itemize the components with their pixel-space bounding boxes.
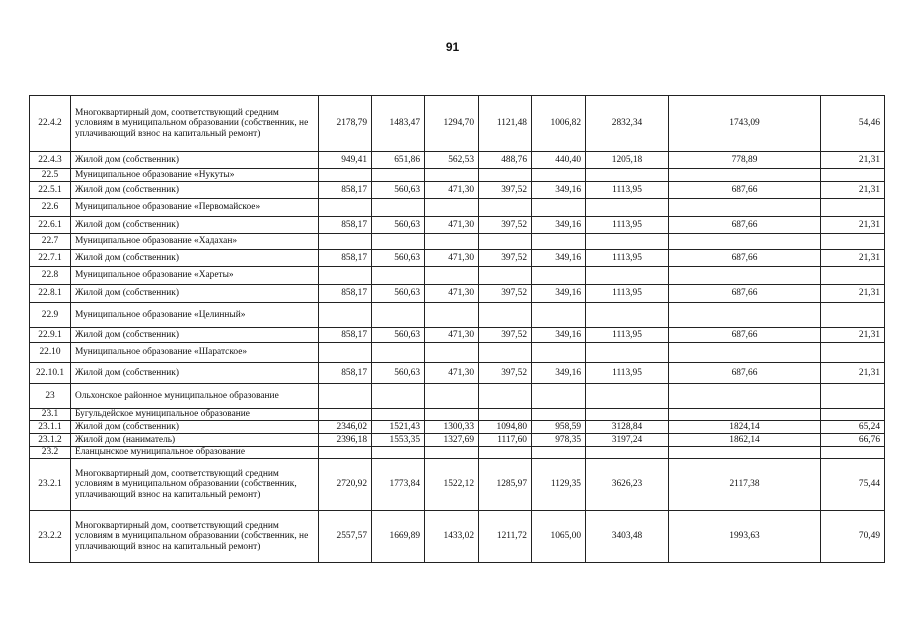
value-cell (372, 409, 425, 421)
value-cell (319, 267, 372, 285)
value-cell (821, 384, 885, 409)
table-row (30, 434, 885, 447)
value-cell (319, 343, 372, 363)
value-cell (532, 234, 586, 250)
value-cell: 54,46 (821, 96, 885, 152)
value-cell (821, 343, 885, 363)
table-row (30, 328, 885, 343)
value-cell: 1862,14 (669, 434, 821, 447)
value-cell: 21,31 (821, 285, 885, 303)
table-row (30, 447, 885, 459)
value-cell: 471,30 (425, 182, 479, 199)
value-cell: 397,52 (479, 285, 532, 303)
value-cell (425, 409, 479, 421)
row-code: 22.9 (30, 303, 71, 328)
value-cell: 949,41 (319, 152, 372, 169)
value-cell: 858,17 (319, 217, 372, 234)
row-name: Муниципальное образование «Хадахан» (71, 234, 319, 250)
value-cell (586, 384, 669, 409)
value-cell (479, 199, 532, 217)
value-cell: 1824,14 (669, 421, 821, 434)
value-cell (669, 409, 821, 421)
value-cell (479, 169, 532, 182)
value-cell: 1285,97 (479, 459, 532, 511)
row-code: 22.6 (30, 199, 71, 217)
row-code: 22.8.1 (30, 285, 71, 303)
value-cell (669, 169, 821, 182)
value-cell (372, 447, 425, 459)
value-cell: 1669,89 (372, 511, 425, 563)
value-cell: 349,16 (532, 285, 586, 303)
value-cell (319, 169, 372, 182)
value-cell (425, 303, 479, 328)
value-cell (532, 199, 586, 217)
value-cell: 687,66 (669, 285, 821, 303)
table-row (30, 182, 885, 199)
value-cell: 858,17 (319, 285, 372, 303)
row-name: Жилой дом (наниматель) (71, 434, 319, 447)
value-cell: 21,31 (821, 182, 885, 199)
value-cell (425, 234, 479, 250)
value-cell: 1522,12 (425, 459, 479, 511)
value-cell: 778,89 (669, 152, 821, 169)
value-cell (425, 267, 479, 285)
value-cell: 2720,92 (319, 459, 372, 511)
value-cell (586, 267, 669, 285)
row-name: Многоквартирный дом, соответствующий средним условиям в муниципальном образовании (собственник, не уплачивающий взнос на капитальный ремонт) (71, 96, 319, 152)
value-cell: 21,31 (821, 328, 885, 343)
row-code: 22.8 (30, 267, 71, 285)
table-row (30, 409, 885, 421)
value-cell: 21,31 (821, 217, 885, 234)
row-code: 23.1 (30, 409, 71, 421)
value-cell: 1294,70 (425, 96, 479, 152)
value-cell: 858,17 (319, 250, 372, 267)
row-code: 22.4.3 (30, 152, 71, 169)
value-cell: 21,31 (821, 152, 885, 169)
row-name: Муниципальное образование «Шаратское» (71, 343, 319, 363)
row-code: 22.10.1 (30, 363, 71, 384)
value-cell: 1521,43 (372, 421, 425, 434)
value-cell (425, 169, 479, 182)
value-cell: 1327,69 (425, 434, 479, 447)
row-name: Муниципальное образование «Нукуты» (71, 169, 319, 182)
value-cell: 1113,95 (586, 328, 669, 343)
table-row (30, 169, 885, 182)
table-row (30, 217, 885, 234)
value-cell (586, 169, 669, 182)
row-code: 22.6.1 (30, 217, 71, 234)
row-code: 22.9.1 (30, 328, 71, 343)
value-cell: 1211,72 (479, 511, 532, 563)
row-code: 22.7.1 (30, 250, 71, 267)
value-cell (372, 343, 425, 363)
value-cell (821, 199, 885, 217)
value-cell: 1205,18 (586, 152, 669, 169)
row-code: 23.1.2 (30, 434, 71, 447)
value-cell: 1006,82 (532, 96, 586, 152)
value-cell: 1483,47 (372, 96, 425, 152)
value-cell: 3626,23 (586, 459, 669, 511)
value-cell: 397,52 (479, 328, 532, 343)
value-cell: 560,63 (372, 217, 425, 234)
table-row (30, 459, 885, 511)
value-cell: 397,52 (479, 363, 532, 384)
value-cell: 1113,95 (586, 250, 669, 267)
value-cell (372, 267, 425, 285)
value-cell: 2396,18 (319, 434, 372, 447)
value-cell (532, 409, 586, 421)
value-cell: 397,52 (479, 182, 532, 199)
row-code: 23 (30, 384, 71, 409)
page-number: 91 (445, 40, 460, 54)
value-cell (319, 199, 372, 217)
value-cell (532, 267, 586, 285)
value-cell: 560,63 (372, 328, 425, 343)
row-name: Жилой дом (собственник) (71, 182, 319, 199)
value-cell (669, 447, 821, 459)
value-cell: 687,66 (669, 182, 821, 199)
value-cell: 1113,95 (586, 285, 669, 303)
value-cell: 687,66 (669, 250, 821, 267)
table-row (30, 384, 885, 409)
value-cell: 471,30 (425, 217, 479, 234)
value-cell: 397,52 (479, 217, 532, 234)
table-row (30, 285, 885, 303)
value-cell (669, 234, 821, 250)
value-cell (479, 409, 532, 421)
row-code: 22.5 (30, 169, 71, 182)
value-cell (821, 169, 885, 182)
value-cell (425, 199, 479, 217)
value-cell: 1129,35 (532, 459, 586, 511)
value-cell (821, 447, 885, 459)
value-cell: 2178,79 (319, 96, 372, 152)
value-cell (586, 234, 669, 250)
table-body (30, 96, 885, 563)
value-cell: 349,16 (532, 328, 586, 343)
value-cell: 471,30 (425, 363, 479, 384)
row-name: Муниципальное образование «Хареты» (71, 267, 319, 285)
value-cell (532, 384, 586, 409)
value-cell (319, 234, 372, 250)
table-row (30, 267, 885, 285)
value-cell: 3403,48 (586, 511, 669, 563)
value-cell (821, 267, 885, 285)
value-cell (372, 199, 425, 217)
value-cell: 958,59 (532, 421, 586, 434)
value-cell (532, 169, 586, 182)
value-cell (372, 384, 425, 409)
value-cell: 1121,48 (479, 96, 532, 152)
value-cell (586, 409, 669, 421)
value-cell (821, 234, 885, 250)
table-row (30, 250, 885, 267)
table-row (30, 152, 885, 169)
value-cell: 1094,80 (479, 421, 532, 434)
value-cell: 560,63 (372, 182, 425, 199)
value-cell: 978,35 (532, 434, 586, 447)
value-cell: 349,16 (532, 250, 586, 267)
value-cell (479, 343, 532, 363)
value-cell: 1993,63 (669, 511, 821, 563)
value-cell (669, 384, 821, 409)
value-cell (532, 343, 586, 363)
value-cell (319, 384, 372, 409)
row-code: 23.1.1 (30, 421, 71, 434)
table-row (30, 96, 885, 152)
value-cell: 1743,09 (669, 96, 821, 152)
row-name: Многоквартирный дом, соответствующий средним условиям в муниципальном образовании (собственник, уплачивающий взнос на капитальный ремонт) (71, 459, 319, 511)
value-cell: 488,76 (479, 152, 532, 169)
value-cell (669, 267, 821, 285)
value-cell: 858,17 (319, 328, 372, 343)
row-name: Жилой дом (собственник) (71, 421, 319, 434)
row-name: Жилой дом (собственник) (71, 217, 319, 234)
value-cell: 858,17 (319, 182, 372, 199)
row-name: Муниципальное образование «Первомайское» (71, 199, 319, 217)
value-cell: 560,63 (372, 285, 425, 303)
value-cell: 66,76 (821, 434, 885, 447)
value-cell: 1113,95 (586, 182, 669, 199)
table-row (30, 234, 885, 250)
value-cell (319, 409, 372, 421)
value-cell: 687,66 (669, 363, 821, 384)
value-cell (479, 384, 532, 409)
value-cell (479, 234, 532, 250)
table-row (30, 511, 885, 563)
value-cell: 651,86 (372, 152, 425, 169)
table-row (30, 343, 885, 363)
row-name: Жилой дом (собственник) (71, 285, 319, 303)
row-code: 22.4.2 (30, 96, 71, 152)
value-cell (319, 447, 372, 459)
table-row (30, 421, 885, 434)
tariff-table (29, 95, 885, 563)
value-cell: 1773,84 (372, 459, 425, 511)
row-name: Ольхонское районное муниципальное образование (71, 384, 319, 409)
row-name: Жилой дом (собственник) (71, 250, 319, 267)
value-cell: 70,49 (821, 511, 885, 563)
value-cell (319, 303, 372, 328)
row-code: 22.10 (30, 343, 71, 363)
value-cell: 65,24 (821, 421, 885, 434)
value-cell: 560,63 (372, 250, 425, 267)
value-cell: 471,30 (425, 328, 479, 343)
value-cell (479, 447, 532, 459)
value-cell: 1553,35 (372, 434, 425, 447)
value-cell: 397,52 (479, 250, 532, 267)
value-cell (479, 303, 532, 328)
row-name: Жилой дом (собственник) (71, 363, 319, 384)
row-name: Жилой дом (собственник) (71, 328, 319, 343)
row-code: 23.2.1 (30, 459, 71, 511)
value-cell: 349,16 (532, 363, 586, 384)
value-cell (425, 384, 479, 409)
value-cell (532, 447, 586, 459)
row-code: 22.5.1 (30, 182, 71, 199)
value-cell (372, 169, 425, 182)
value-cell (669, 199, 821, 217)
value-cell: 21,31 (821, 250, 885, 267)
value-cell: 1113,95 (586, 217, 669, 234)
value-cell (425, 343, 479, 363)
value-cell: 1433,02 (425, 511, 479, 563)
value-cell: 75,44 (821, 459, 885, 511)
value-cell: 349,16 (532, 182, 586, 199)
value-cell: 440,40 (532, 152, 586, 169)
value-cell: 21,31 (821, 363, 885, 384)
value-cell: 3128,84 (586, 421, 669, 434)
row-name: Многоквартирный дом, соответствующий средним условиям в муниципальном образовании (собственник, не уплачивающий взнос на капитальный ремонт) (71, 511, 319, 563)
value-cell (586, 447, 669, 459)
value-cell (425, 447, 479, 459)
value-cell: 560,63 (372, 363, 425, 384)
value-cell: 2117,38 (669, 459, 821, 511)
row-name: Жилой дом (собственник) (71, 152, 319, 169)
value-cell (479, 267, 532, 285)
value-cell (586, 343, 669, 363)
table-row (30, 363, 885, 384)
value-cell (372, 303, 425, 328)
row-name: Муниципальное образование «Целинный» (71, 303, 319, 328)
value-cell: 3197,24 (586, 434, 669, 447)
value-cell (586, 303, 669, 328)
value-cell: 1117,60 (479, 434, 532, 447)
value-cell (669, 343, 821, 363)
value-cell (821, 303, 885, 328)
row-name: Бугульдейское муниципальное образование (71, 409, 319, 421)
value-cell: 562,53 (425, 152, 479, 169)
value-cell: 2346,02 (319, 421, 372, 434)
row-name: Еланцынское муниципальное образование (71, 447, 319, 459)
value-cell: 687,66 (669, 328, 821, 343)
value-cell (372, 234, 425, 250)
row-code: 23.2 (30, 447, 71, 459)
row-code: 22.7 (30, 234, 71, 250)
table-row (30, 303, 885, 328)
value-cell: 1065,00 (532, 511, 586, 563)
value-cell: 2557,57 (319, 511, 372, 563)
value-cell (821, 409, 885, 421)
value-cell: 858,17 (319, 363, 372, 384)
value-cell (586, 199, 669, 217)
table-row (30, 199, 885, 217)
value-cell (669, 303, 821, 328)
value-cell: 471,30 (425, 250, 479, 267)
value-cell: 1113,95 (586, 363, 669, 384)
value-cell: 1300,33 (425, 421, 479, 434)
value-cell (532, 303, 586, 328)
value-cell: 2832,34 (586, 96, 669, 152)
value-cell: 471,30 (425, 285, 479, 303)
value-cell: 349,16 (532, 217, 586, 234)
row-code: 23.2.2 (30, 511, 71, 563)
value-cell: 687,66 (669, 217, 821, 234)
